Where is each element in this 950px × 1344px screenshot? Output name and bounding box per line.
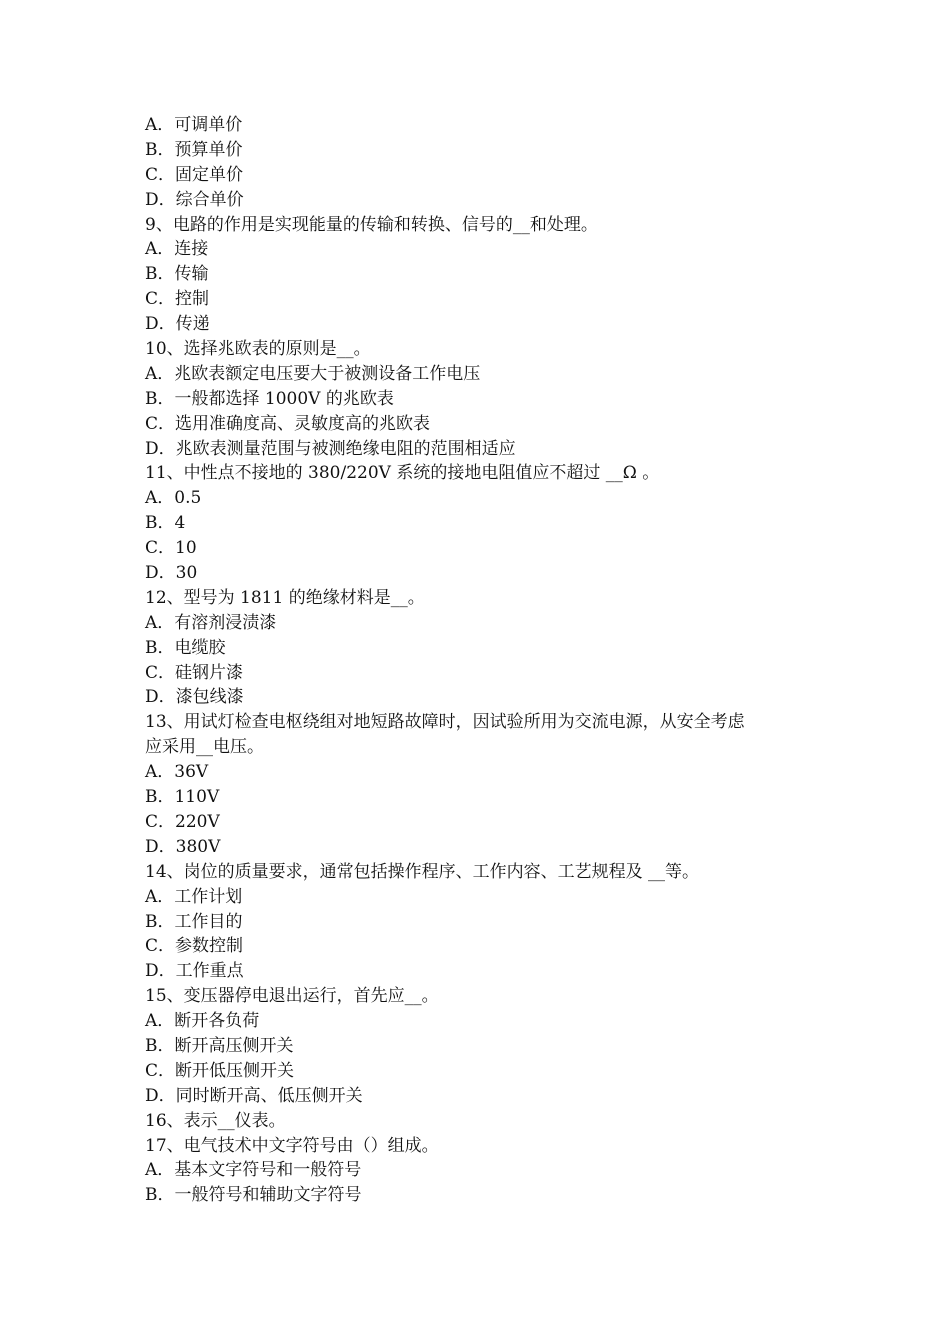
question-10-option-c: C．选用准确度高、灵敏度高的兆欧表 (145, 413, 431, 434)
question-12-option-d: D．漆包线漆 (145, 687, 244, 708)
question-17: 17、电气技术中文字符号由（）组成。 (145, 1135, 439, 1156)
question-10-option-b: B．一般都选择 1000V 的兆欧表 (145, 388, 394, 409)
question-15-option-c: C．断开低压侧开关 (145, 1060, 295, 1081)
question-17-option-b: B．一般符号和辅助文字符号 (145, 1185, 362, 1206)
question-14-option-d: D．工作重点 (145, 961, 244, 982)
question-12: 12、型号为 1811 的绝缘材料是__。 (145, 587, 425, 608)
question-14-option-a: A．工作计划 (145, 886, 243, 907)
question-14-option-c: C．参数控制 (145, 936, 244, 957)
question-11: 11、中性点不接地的 380/220V 系统的接地电阻值应不超过 __Ω 。 (145, 463, 660, 484)
question-12-option-a: A．有溶剂浸渍漆 (145, 612, 277, 633)
question-9-option-b: B．传输 (145, 264, 209, 285)
option-b: B．预算单价 (145, 139, 243, 160)
question-14-option-b: B．工作目的 (145, 911, 243, 932)
question-10-option-d: D．兆欧表测量范围与被测绝缘电阻的范围相适应 (145, 438, 516, 459)
question-9: 9、电路的作用是实现能量的传输和转换、信号的__和处理。 (145, 214, 598, 235)
question-9-option-d: D．传递 (145, 314, 210, 335)
question-15: 15、变压器停电退出运行，首先应__。 (145, 986, 439, 1007)
question-11-option-b: B．4 (145, 513, 186, 534)
question-11-option-a: A．0.5 (145, 488, 202, 509)
question-12-option-c: C．硅钢片漆 (145, 662, 244, 683)
question-13-option-a: A．36V (145, 762, 209, 783)
question-11-option-c: C．10 (145, 538, 197, 559)
question-13-option-d: D．380V (145, 836, 221, 857)
option-d: D．综合单价 (145, 189, 244, 210)
option-a: A．可调单价 (145, 115, 243, 135)
question-12-option-b: B．电缆胶 (145, 637, 226, 658)
question-10-option-a: A．兆欧表额定电压要大于被测设备工作电压 (145, 363, 481, 384)
question-10: 10、选择兆欧表的原则是__。 (145, 339, 371, 360)
option-c: C．固定单价 (145, 164, 244, 185)
question-17-option-a: A．基本文字符号和一般符号 (145, 1160, 362, 1181)
question-16: 16、表示__仪表。 (145, 1110, 286, 1131)
question-15-option-a: A．断开各负荷 (145, 1011, 260, 1032)
question-13-line-1: 13、用试灯检查电枢绕组对地短路故障时，因试验所用为交流电源，从安全考虑 (145, 712, 745, 733)
question-13-line-2: 应采用__电压。 (145, 737, 264, 758)
question-9-option-a: A．连接 (145, 239, 209, 260)
question-13-option-c: C．220V (145, 811, 220, 832)
document-body (145, 113, 825, 1208)
question-9-option-c: C．控制 (145, 289, 210, 310)
question-11-option-d: D．30 (145, 563, 198, 584)
question-15-option-d: D．同时断开高、低压侧开关 (145, 1085, 363, 1106)
question-13-option-b: B．110V (145, 787, 220, 808)
question-14: 14、岗位的质量要求，通常包括操作程序、工作内容、工艺规程及 __等。 (145, 861, 700, 882)
question-15-option-b: B．断开高压侧开关 (145, 1035, 294, 1056)
